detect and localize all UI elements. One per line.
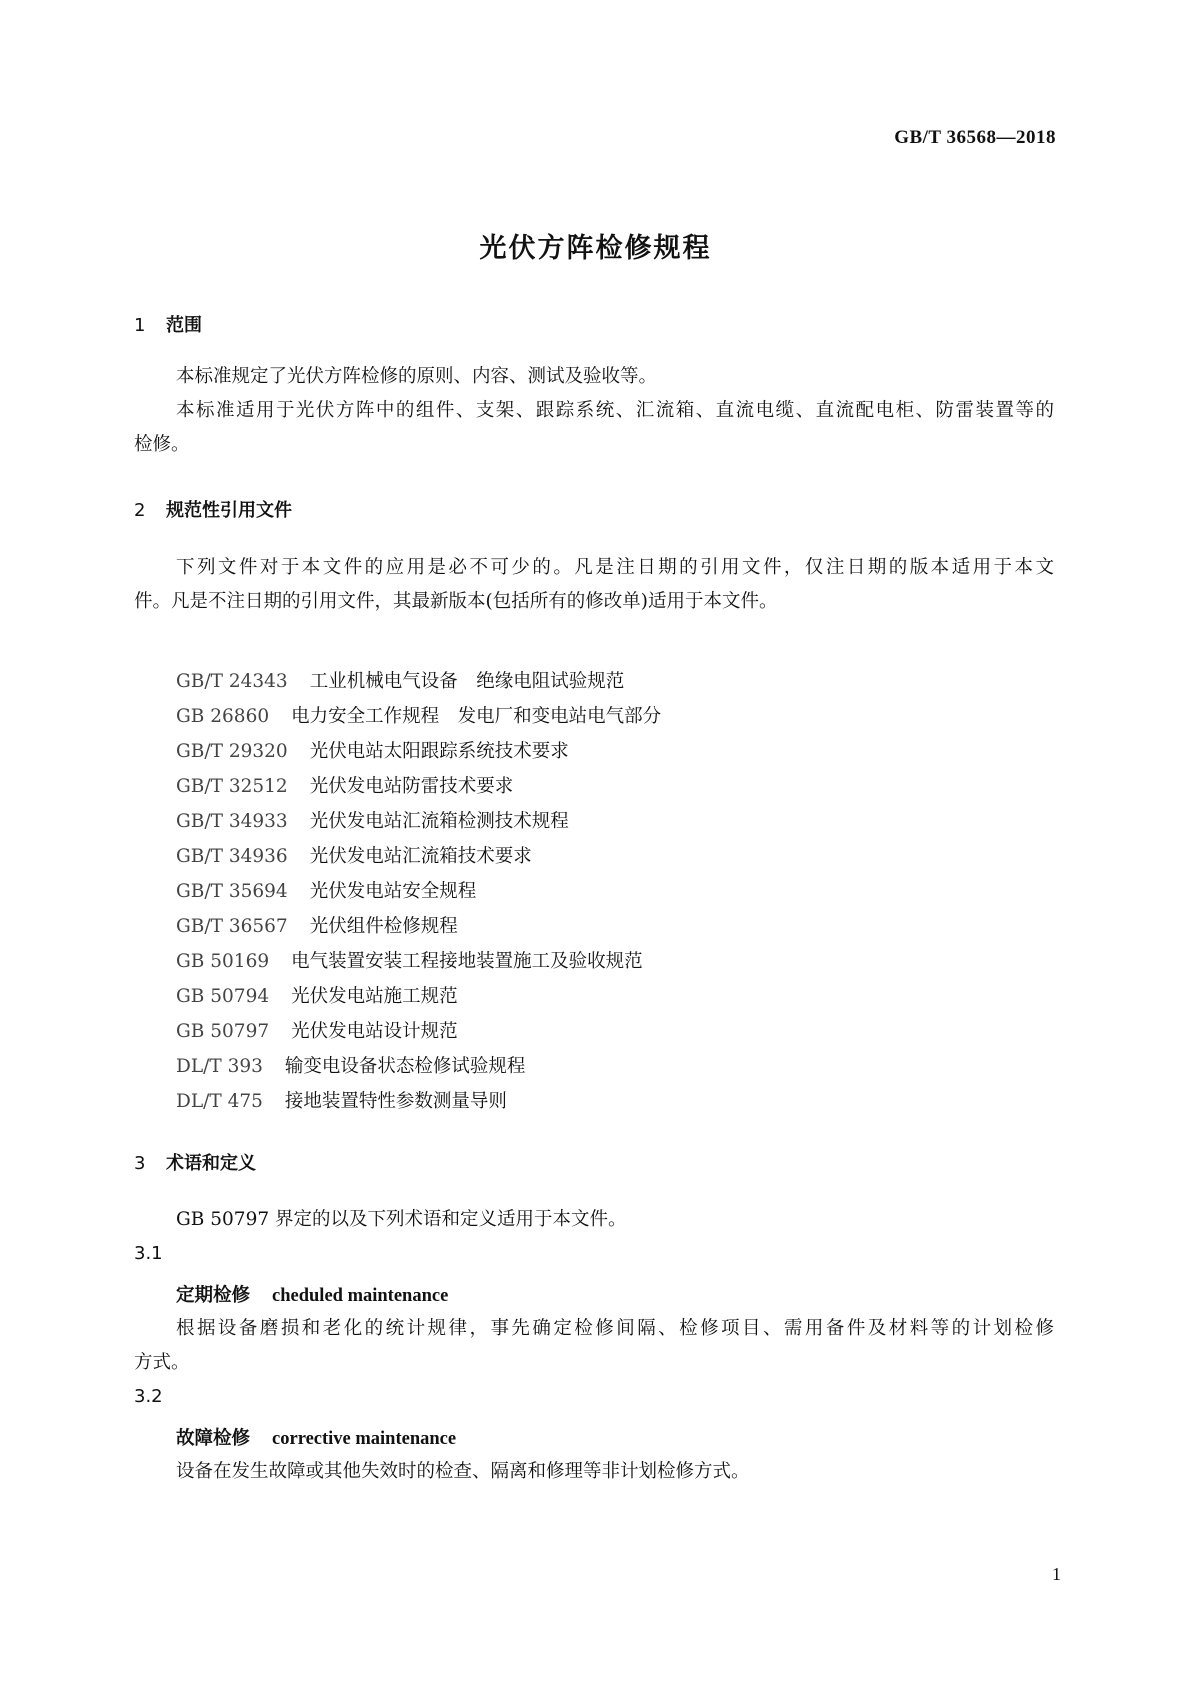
standard-number: GB/T 36568—2018	[894, 127, 1056, 148]
term-3-1-name-zh: 定期检修	[176, 1285, 251, 1306]
term-3-2-name-zh: 故障检修	[176, 1428, 251, 1449]
reference-title: 光伏发电站防雷技术要求	[309, 776, 514, 797]
reference-code: GB/T 32512	[176, 776, 288, 797]
reference-code: GB 50794	[176, 986, 270, 1007]
page-number: 1	[1052, 1564, 1061, 1584]
reference-item	[176, 664, 661, 699]
reference-item	[176, 1084, 661, 1119]
reference-code: GB/T 24343	[176, 671, 288, 692]
reference-code: GB 50797	[176, 1021, 270, 1042]
term-3-1-definition-line-1: 根据设备磨损和老化的统计规律，事先确定检修间隔、检修项目、需用备件及材料等的计划检修	[176, 1318, 1054, 1339]
reference-title: 光伏发电站设计规范	[291, 1021, 458, 1042]
section-2-heading	[134, 496, 292, 522]
reference-title: 光伏组件检修规程	[309, 916, 458, 937]
reference-item	[176, 734, 661, 769]
reference-title: 光伏发电站施工规范	[291, 986, 458, 1007]
reference-code: GB/T 35694	[176, 881, 288, 902]
reference-code: GB/T 29320	[176, 741, 288, 762]
reference-item	[176, 769, 661, 804]
section-3-heading	[134, 1149, 256, 1175]
reference-item	[176, 804, 661, 839]
reference-code: DL/T 393	[176, 1056, 263, 1077]
section-2-intro-line-1: 下列文件对于本文件的应用是必不可少的。凡是注日期的引用文件，仅注日期的版本适用于本文	[176, 557, 1054, 578]
section-1-heading	[134, 311, 202, 337]
section-2-title: 规范性引用文件	[166, 500, 292, 521]
term-3-2-name-en: corrective maintenance	[272, 1429, 457, 1449]
reference-code: GB 50169	[176, 951, 270, 972]
reference-title: 接地装置特性参数测量导则	[284, 1091, 507, 1112]
reference-code: GB/T 34936	[176, 846, 288, 867]
term-3-2-name	[176, 1424, 456, 1450]
reference-item	[176, 699, 661, 734]
reference-title: 输变电设备状态检修试验规程	[284, 1056, 526, 1077]
reference-list	[176, 664, 661, 1119]
reference-title: 光伏发电站汇流箱检测技术规程	[309, 811, 569, 832]
term-3-1-definition-line-2: 方式。	[134, 1352, 190, 1373]
section-1-paragraph-1: 本标准规定了光伏方阵检修的原则、内容、测试及验收等。	[176, 366, 658, 387]
term-3-1-name	[176, 1281, 448, 1307]
reference-title: 光伏发电站汇流箱技术要求	[309, 846, 532, 867]
reference-code: GB 26860	[176, 706, 270, 727]
section-3-intro: GB 50797 界定的以及下列术语和定义适用于本文件。	[176, 1209, 627, 1230]
section-1-number: 1	[134, 315, 146, 336]
term-3-2-definition: 设备在发生故障或其他失效时的检查、隔离和修理等非计划检修方式。	[176, 1461, 750, 1482]
term-3-1-name-en: cheduled maintenance	[272, 1286, 449, 1306]
reference-code: DL/T 475	[176, 1091, 263, 1112]
term-3-2-number: 3.2	[134, 1386, 163, 1407]
section-3-title: 术语和定义	[166, 1153, 256, 1174]
reference-item	[176, 1049, 661, 1084]
reference-title: 电力安全工作规程 发电厂和变电站电气部分	[291, 706, 662, 727]
reference-code: GB/T 34933	[176, 811, 288, 832]
section-1-title: 范围	[166, 315, 202, 336]
section-2-intro-line-2: 件。凡是不注日期的引用文件，其最新版本(包括所有的修改单)适用于本文件。	[134, 591, 778, 612]
reference-item	[176, 979, 661, 1014]
reference-item	[176, 909, 661, 944]
reference-item	[176, 839, 661, 874]
reference-title: 电气装置安装工程接地装置施工及验收规范	[291, 951, 643, 972]
term-3-1-number: 3.1	[134, 1243, 163, 1264]
document-title: 光伏方阵检修规程	[479, 233, 712, 264]
reference-title: 光伏发电站安全规程	[309, 881, 477, 902]
section-1-paragraph-2-cont: 检修。	[134, 434, 190, 455]
reference-item	[176, 874, 661, 909]
reference-item	[176, 944, 661, 979]
section-1-paragraph-2: 本标准适用于光伏方阵中的组件、支架、跟踪系统、汇流箱、直流电缆、直流配电柜、防雷装置等的	[176, 400, 1054, 421]
section-2-number: 2	[134, 500, 146, 521]
reference-title: 光伏电站太阳跟踪系统技术要求	[309, 741, 569, 762]
reference-title: 工业机械电气设备 绝缘电阻试验规范	[309, 671, 625, 692]
reference-item	[176, 1014, 661, 1049]
reference-code: GB/T 36567	[176, 916, 288, 937]
section-3-number: 3	[134, 1153, 146, 1174]
